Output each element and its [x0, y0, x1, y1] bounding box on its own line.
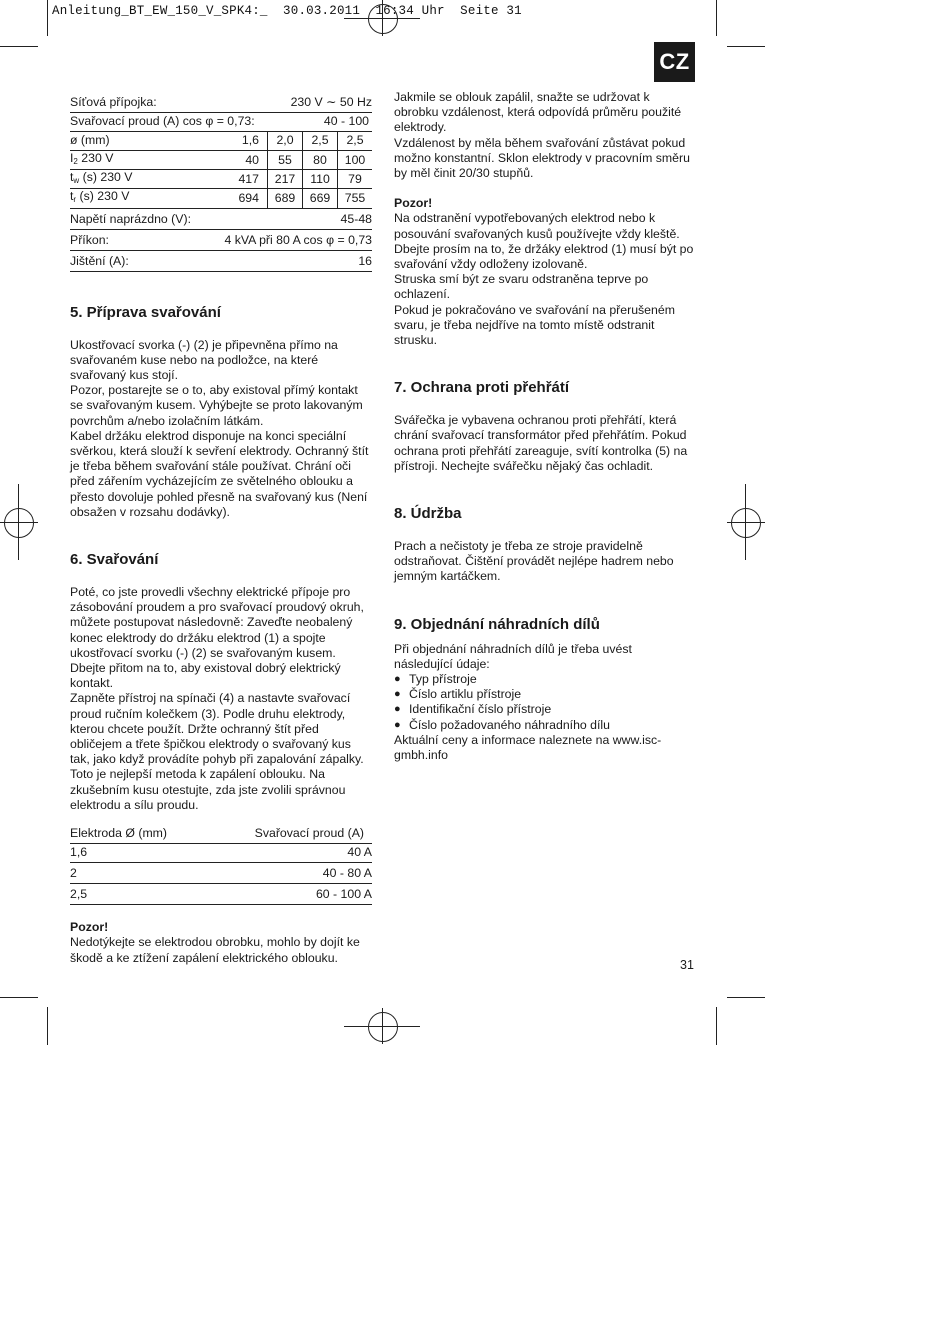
paragraph: Svářečka je vybavena ochranou proti přehřátí, která chrání svařovací transformátor před přehřátím. Pokud ochrana proti přehřátí zareaguje, svítí kontrolka (5) na přístroji. Nechejte svářečku nějaký čas ochladit.	[394, 413, 688, 473]
left-column	[70, 94, 372, 966]
spec-current: Svařovací proud (A) cos φ = 0,73: 40 - 100	[70, 113, 372, 132]
paragraph: Ukostřovací svorka (-) (2) je připevněna přímo na svařovaném kuse nebo na podložce, na které svařovaný kus stojí.	[70, 337, 338, 383]
crop-mark	[727, 997, 765, 998]
right-column	[394, 90, 694, 763]
table-row: 2,5 60 - 100 A	[70, 886, 372, 905]
spec-grid	[70, 132, 372, 209]
paragraph: Prach a nečistoty je třeba ze stroje pravidelně odstraňovat. Čištění provádět nejlépe hadrem nebo jemným kartáčkem.	[394, 539, 674, 584]
paragraph: Pozor, postarejte se o to, aby existoval přímý kontakt se svařovaným kusem. Vyhýbejte se proto lakovaným povrchům a/nebo izolačním látkám.	[70, 383, 363, 428]
paragraph: Aktuální ceny a informace naleznete na www.isc-gmbh.info	[394, 732, 662, 763]
table-row: 2 40 - 80 A	[70, 865, 372, 884]
section-7-title: 7. Ochrana proti přehřátí	[394, 379, 570, 397]
registration-mark	[368, 1012, 398, 1042]
crop-mark	[727, 46, 765, 47]
section-5-title: 5. Příprava svařování	[70, 303, 221, 321]
paragraph: Jakmile se oblouk zapálil, snažte se udržovat k obrobku vzdálenost, která odpovídá průměru použité elektrody.	[394, 90, 682, 135]
table-row: $I_2$ 230 V 40 55 80 100	[70, 151, 372, 170]
list-item: ● Číslo artiklu přístroje	[394, 687, 694, 702]
spec-mains: Síťová přípojka: 230 V ∼ 50 Hz	[70, 94, 372, 113]
table-row: $t_w$ (s) 230 V 417 217 110 79	[70, 170, 372, 189]
print-header: Anleitung_BT_EW_150_V_SPK4:_ 30.03.2011 16:34 Uhr Seite 31	[52, 4, 522, 18]
paragraph: Poté, co jste provedli všechny elektrické přípoje pro zásobování proudem a pro svařovací proudový okruh, můžete postupovat následovně: Zaveďte neobalený konec elektrody do držáku elektrod (1) a spojte ukostřovací svorku (-) (2) se svařovaným kusem. Dbejte přitom na to, aby existoval dobrý elektrický kontakt.	[70, 585, 364, 691]
section-8-title: 8. Údržba	[394, 505, 462, 523]
registration-mark	[731, 508, 761, 538]
list-item: ● Identifikační číslo přístroje	[394, 702, 694, 717]
section-9-title: 9. Objednání náhradních dílů	[394, 615, 600, 633]
electrode-table	[70, 825, 372, 905]
registration-mark	[4, 508, 34, 538]
table-row: 1,6 40 A	[70, 844, 372, 863]
spec-open-voltage: Napětí naprázdno (V): 45-48	[70, 211, 372, 230]
crop-mark	[0, 46, 38, 47]
language-badge: CZ	[654, 42, 695, 82]
paragraph: Na odstranění vypotřebovaných elektrod nebo k posouvání svařovaných kusů používejte vždy kleště. Dbejte prosím na to, že držáky elektrod (1) musí být po svařování vždy odloženy izolovaně.	[394, 211, 694, 272]
table-row: ø (mm) 1,6 2,0 2,5 2,5	[70, 132, 372, 151]
table-header: Elektroda Ø (mm) Svařovací proud (A)	[70, 825, 372, 844]
list-item: ● Typ přístroje	[394, 672, 694, 687]
parts-info-list	[394, 672, 694, 733]
paragraph: Struska smí být ze svaru odstraněna teprve po ochlazení.	[394, 272, 649, 302]
paragraph: Zapněte přístroj na spínači (4) a nastavte svařovací proud ručním kolečkem (3). Podle druhu elektrody, kterou chcete použít. Držte ochranný štít před obličejem a třete špičkou elektrody o svařovaný kus tak, jako když provádíte pohyb při zapalování zápalky. Toto je nejlepší metoda k zapálení oblouku. Na zkušebním kusu otestujte, zda jste zvolili správnou elektrodu a sílu proudu.	[70, 691, 364, 812]
crop-mark	[716, 0, 717, 36]
paragraph: Pokud je pokračováno ve svařování na přerušeném svaru, je třeba nejdříve na tomto místě odstranit strusku.	[394, 302, 675, 348]
section-6-title: 6. Svařování	[70, 551, 159, 569]
warning-title: Pozor!	[394, 196, 433, 211]
paragraph: Nedotýkejte se elektrodou obrobku, mohlo by dojít ke škodě a ke ztížení zapálení elektrického oblouku.	[70, 935, 360, 965]
paragraph: Kabel držáku elektrod disponuje na konci speciální svěrkou, která slouží k sevření elektrody. Ochranný štít je třeba během svařování stále používat. Chrání oči před zářením vycházejícím ze světelného oblouku a přesto dovoluje pohled přesně na svařovaný kus (Není obsažen v rozsahu dodávky).	[70, 428, 369, 519]
crop-mark	[47, 0, 48, 36]
paragraph: Vzdálenost by měla během svařování zůstávat pokud možno konstantní. Sklon elektrody v pracovním směru by měl činit 20/30 stupňů.	[394, 135, 690, 181]
spec-fuse: Jištění (A): 16	[70, 253, 372, 272]
table-row: $t_r$ (s) 230 V 694 689 669 755	[70, 189, 372, 208]
warning-title: Pozor!	[70, 920, 109, 935]
page-number: 31	[680, 958, 694, 972]
crop-mark	[716, 1007, 717, 1045]
crop-mark	[47, 1007, 48, 1045]
spec-power: Příkon: 4 kVA při 80 A cos φ = 0,73	[70, 232, 372, 251]
paragraph: Při objednání náhradních dílů je třeba uvést následující údaje:	[394, 641, 632, 671]
list-item: ● Číslo požadovaného náhradního dílu	[394, 718, 694, 733]
crop-mark	[0, 997, 38, 998]
